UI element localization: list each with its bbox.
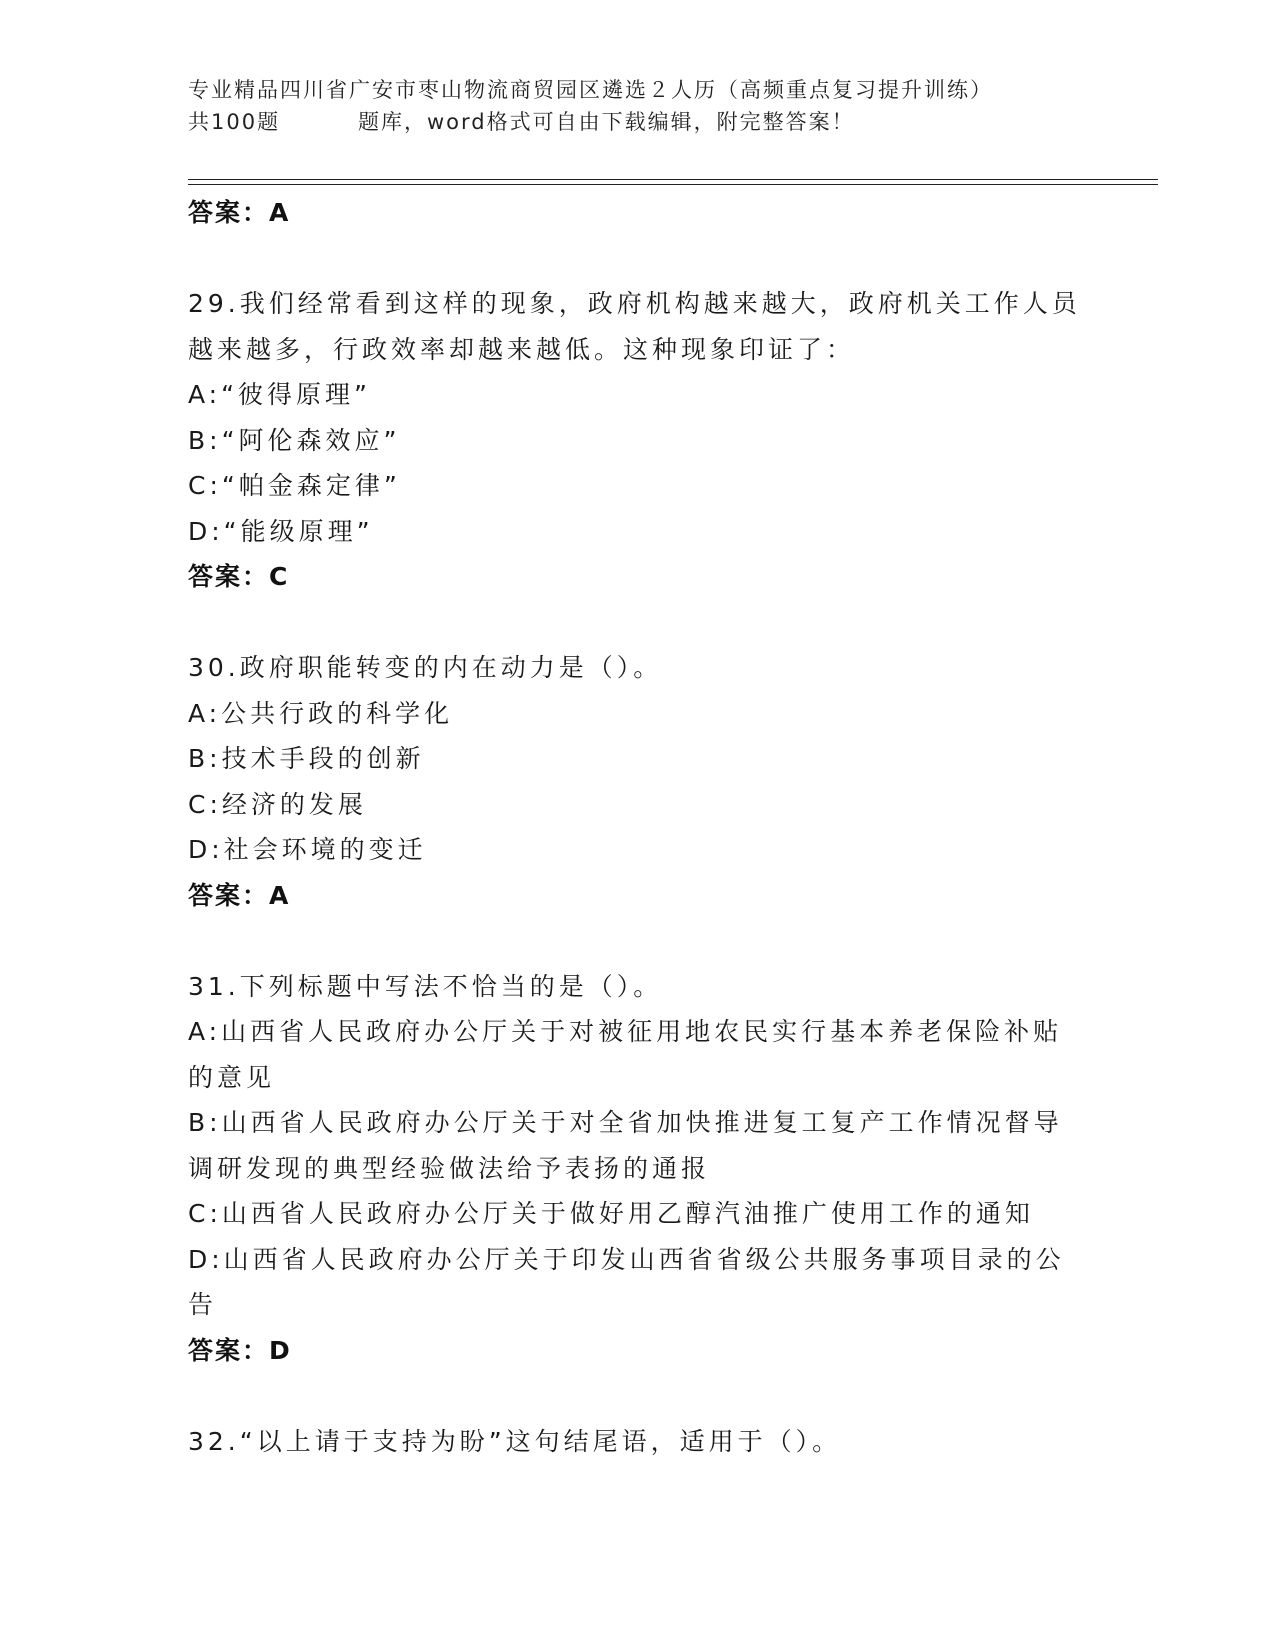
previous-answer: 答案：A: [188, 198, 291, 227]
question-29: [188, 281, 1088, 600]
question-31: [188, 964, 1088, 1374]
option-c: C:“帕金森定律”: [188, 471, 401, 500]
answer: 答案：D: [188, 1335, 292, 1365]
question-stem: 29.我们经常看到这样的现象，政府机构越来越大，政府机关工作人员: [188, 289, 1081, 318]
option-a: A:山西省人民政府办公厅关于对被征用地农民实行基本养老保险补贴: [188, 1017, 1063, 1046]
option-a: A:公共行政的科学化: [188, 698, 454, 728]
question-stem: 30.政府职能转变的内在动力是（）。: [188, 653, 663, 682]
option-b: B:山西省人民政府办公厅关于对全省加快推进复工复产工作情况督导: [188, 1108, 1063, 1137]
option-d-cont: 告: [188, 1290, 218, 1319]
option-b: B:“阿伦森效应”: [188, 425, 401, 455]
question-stem-cont: 越来越多，行政效率却越来越低。这种现象印证了：: [188, 334, 856, 364]
option-b: B:技术手段的创新: [188, 744, 425, 773]
answer: 答案：C: [188, 562, 290, 591]
question-32: [188, 1419, 1088, 1465]
header-title-line2: [188, 106, 1068, 138]
page-header: [188, 74, 1068, 138]
header-question-count: 共100题: [188, 110, 281, 134]
option-c: C:经济的发展: [188, 789, 367, 819]
header-title-line1: 专业精品四川省广安市枣山物流商贸园区遴选２人历（高频重点复习提升训练）: [188, 78, 993, 102]
option-d: D:社会环境的变迁: [188, 835, 427, 864]
answer: 答案：A: [188, 880, 291, 910]
question-list: [188, 190, 1088, 1464]
option-d: D:“能级原理”: [188, 516, 374, 546]
question-stem: 32.“以上请于支持为盼”这句结尾语，适用于（）。: [188, 1426, 842, 1456]
header-divider-top: [188, 179, 1158, 180]
option-a: A:“彼得原理”: [188, 380, 371, 409]
option-c: C:山西省人民政府办公厅关于做好用乙醇汽油推广使用工作的通知: [188, 1199, 1034, 1228]
option-b-cont: 调研发现的典型经验做法给予表扬的通报: [188, 1153, 711, 1183]
header-description: 题库，word格式可自由下载编辑，附完整答案！: [358, 110, 855, 134]
option-a-cont: 的意见: [188, 1062, 276, 1092]
header-divider-bottom: [188, 184, 1158, 185]
question-30: [188, 645, 1088, 918]
question-stem: 31.下列标题中写法不恰当的是（）。: [188, 971, 663, 1001]
option-d: D:山西省人民政府办公厅关于印发山西省省级公共服务事项目录的公: [188, 1244, 1065, 1274]
